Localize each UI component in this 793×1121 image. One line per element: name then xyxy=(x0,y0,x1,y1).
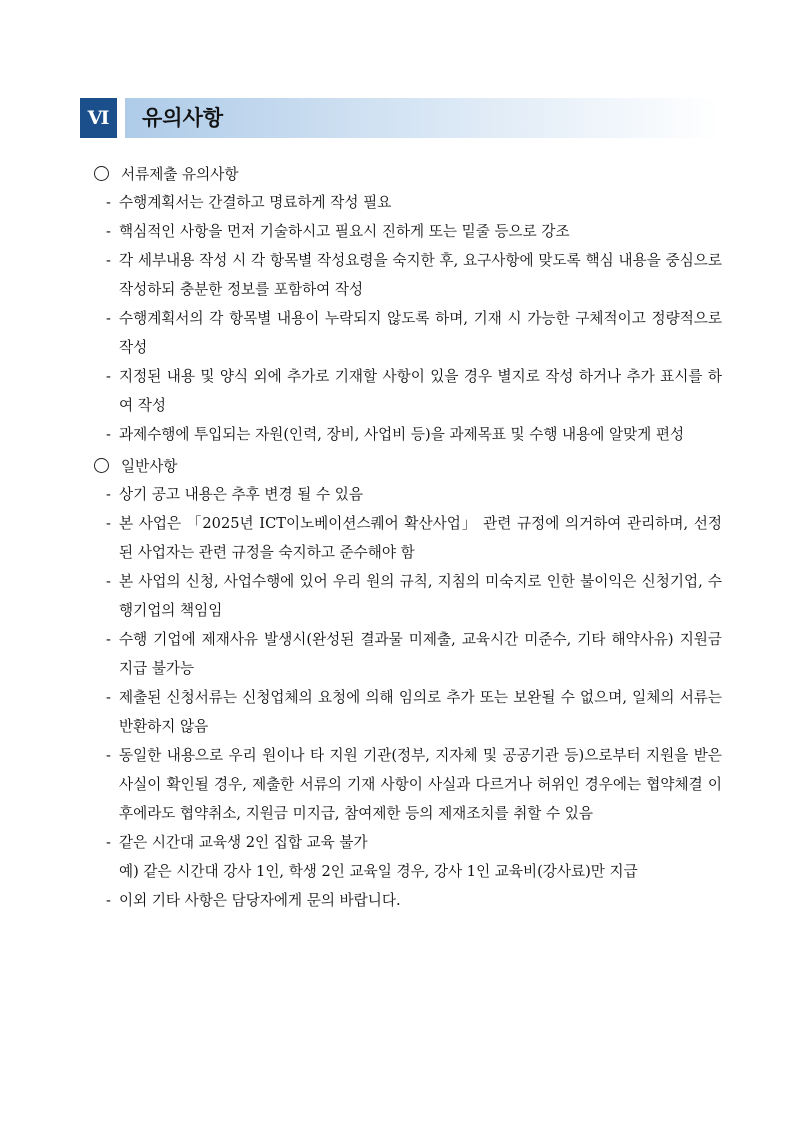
group-heading-text: 일반사항 xyxy=(121,458,178,475)
circle-bullet-icon xyxy=(94,458,109,473)
list-item-text: 같은 시간대 교육생 2인 집합 교육 불가 xyxy=(119,834,368,851)
dash-bullet: - xyxy=(106,252,111,269)
list-item xyxy=(92,828,722,857)
dash-bullet: - xyxy=(106,486,111,503)
group-heading xyxy=(92,451,722,480)
dash-bullet: - xyxy=(106,194,111,211)
list-item xyxy=(92,362,722,420)
dash-bullet: - xyxy=(106,223,111,240)
list-item xyxy=(92,683,722,741)
list-item-text: 이외 기타 사항은 담당자에게 문의 바랍니다. xyxy=(119,892,401,909)
section-content xyxy=(92,157,722,915)
dash-bullet: - xyxy=(106,573,111,590)
list-item xyxy=(92,886,722,915)
list-item-text: 각 세부내용 작성 시 각 항목별 작성요령을 숙지한 후, 요구사항에 맞도록 핵심 내용을 중심으로 작성하되 충분한 정보를 포함하여 작성 xyxy=(119,252,722,298)
circle-bullet-icon xyxy=(94,166,109,181)
dash-bullet: - xyxy=(106,426,111,443)
group-heading-text: 서류제출 유의사항 xyxy=(121,166,239,183)
section-header xyxy=(80,98,720,138)
list-item-text: 수행계획서의 각 항목별 내용이 누락되지 않도록 하며, 기재 시 가능한 구체적이고 정량적으로 작성 xyxy=(119,310,722,356)
list-item-text: 제출된 신청서류는 신청업체의 요청에 의해 임의로 추가 또는 보완될 수 없으며, 일체의 서류는 반환하지 않음 xyxy=(119,689,722,735)
group-heading xyxy=(92,159,722,188)
list-item xyxy=(92,246,722,304)
list-item-text: 상기 공고 내용은 추후 변경 될 수 있음 xyxy=(119,486,363,503)
list-item xyxy=(92,480,722,509)
list-item xyxy=(92,217,722,246)
dash-bullet: - xyxy=(106,834,111,851)
dash-bullet: - xyxy=(106,892,111,909)
list-item-text: 수행계획서는 간결하고 명료하게 작성 필요 xyxy=(119,194,392,211)
list-item xyxy=(92,188,722,217)
list-item xyxy=(92,567,722,625)
list-item-text: 본 사업은 「2025년 ICT이노베이션스퀘어 확산사업」 관련 규정에 의거하여 관리하며, 선정된 사업자는 관련 규정을 숙지하고 준수해야 함 xyxy=(119,515,722,561)
dash-bullet: - xyxy=(106,310,111,327)
example-note: 예) 같은 시간대 강사 1인, 학생 2인 교육일 경우, 강사 1인 교육비(강사료)만 지급 xyxy=(119,863,638,880)
list-item-text: 수행 기업에 제재사유 발생시(완성된 결과물 미제출, 교육시간 미준수, 기타 해약사유) 지원금 지급 불가능 xyxy=(119,631,722,677)
dash-bullet: - xyxy=(106,515,111,532)
list-item xyxy=(92,304,722,362)
list-item xyxy=(92,509,722,567)
list-item xyxy=(92,420,722,449)
section-title-bar xyxy=(125,98,720,138)
list-item-text: 핵심적인 사항을 먼저 기술하시고 필요시 진하게 또는 밑줄 등으로 강조 xyxy=(119,223,570,240)
section-title: 유의사항 xyxy=(142,106,224,130)
dash-bullet: - xyxy=(106,689,111,706)
list-item-text: 본 사업의 신청, 사업수행에 있어 우리 원의 규칙, 지침의 미숙지로 인한 불이익은 신청기업, 수행기업의 책임임 xyxy=(119,573,722,619)
dash-bullet: - xyxy=(106,631,111,648)
list-item-text: 동일한 내용으로 우리 원이나 타 지원 기관(정부, 지자체 및 공공기관 등)으로부터 지원을 받은 사실이 확인될 경우, 제출한 서류의 기재 사항이 사실과 다르거나 허위인 경우에는 협약체결 이후에라도 협약취소, 지원금 미지급, 참여제한 등의 제재조치를 취할 수 있음 xyxy=(119,747,722,822)
list-item-text: 과제수행에 투입되는 자원(인력, 장비, 사업비 등)을 과제목표 및 수행 내용에 알맞게 편성 xyxy=(119,426,685,443)
list-item xyxy=(92,741,722,828)
dash-bullet: - xyxy=(106,368,111,385)
list-item-text: 지정된 내용 및 양식 외에 추가로 기재할 사항이 있을 경우 별지로 작성 하거나 추가 표시를 하여 작성 xyxy=(119,368,722,414)
list-item xyxy=(92,625,722,683)
section-number: Ⅵ xyxy=(80,98,117,138)
dash-bullet: - xyxy=(106,747,111,764)
